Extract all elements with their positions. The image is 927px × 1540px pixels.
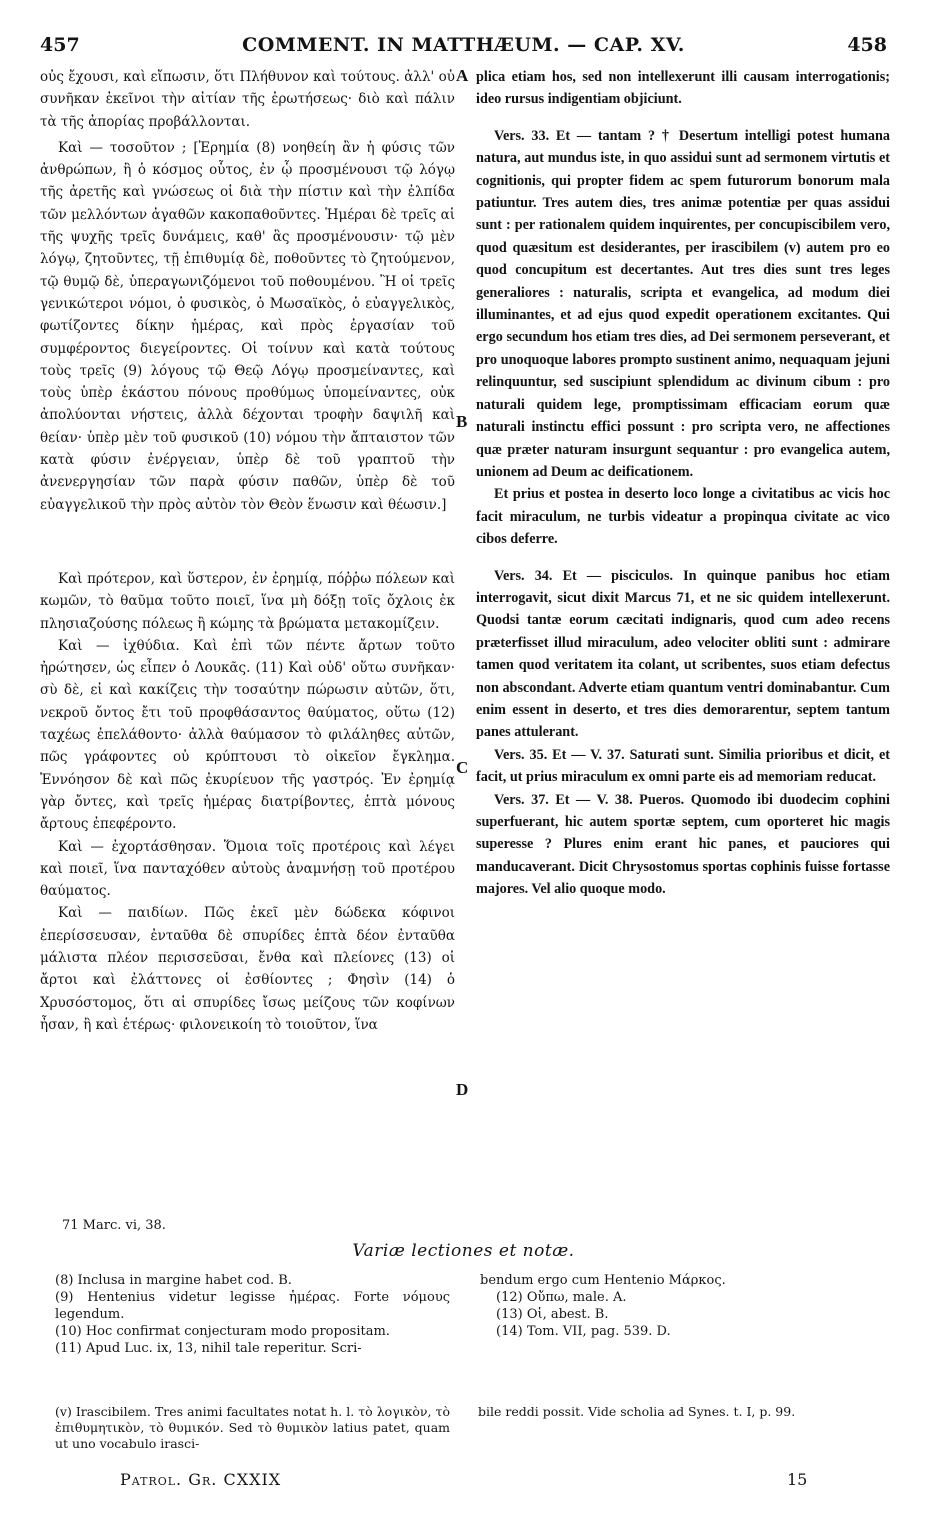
footer-signature: 15 <box>787 1470 808 1489</box>
greek-paragraph: Καὶ — ἰχθύδια. Καὶ ἐπὶ τῶν πέντε ἄρτων τοῦτο ἠρώτησεν, ὡς εἶπεν ὁ Λουκᾶς. (11) Καὶ οὐδ' οὕτω συνῆκαν· σὺ δὲ, εἰ καὶ κακίζεις τὴν τοσαύτην πώρωσιν αὐτῶν, ὅτι, νεκροῦ ὄντος ἔτι τοῦ προφθάσαντος θαύματος, οὕτω (12) ταχέως ἐπελάθοντο· ἀλλὰ θαύμασον τὸ φιλάληθες αὐτῶν, πῶς γράφοντες οὐ κρύπτουσι τὸ οἰκεῖον ἔγκλημα. Ἐννόησον δὲ καὶ πῶς ἐκυρίευον τῆς γαστρός. Ἐν ἐρημίᾳ γὰρ ὄντες, καὶ τρεῖς ἡμέρας διατρίβοντες, ἑπτὰ μόνους ἄρτους ἐπεφέροντο. <box>40 637 455 833</box>
margin-marker-c: C <box>456 758 469 777</box>
latin-column <box>476 66 890 901</box>
greek-paragraph: οὐς ἔχουσι, καὶ εἴπωσιν, ὅτι Πλήθυνον καὶ τούτους. ἀλλ' οὐ συνῆκαν ἐκεῖνοι τὴν αἰτίαν τῆς ἐρωτήσεως· διὸ καὶ πάλιν τὰ τῆς ἀπορίας προβάλλονται. <box>40 69 455 130</box>
variant-note: (9) Hentenius videtur legisse ἡμέρας. Forte νόμους legendum. <box>55 1290 450 1322</box>
editorial-note: (v) Irascibilem. Tres animi facultates notat h. l. τὸ λογικὸν, τὸ ἐπιθυμητικὸν, τὸ θυμικόν. Sed τὸ θυμικὸν latius patet, quam ut uno vocabulo irasci- <box>55 1404 450 1451</box>
page-footer <box>0 1470 927 1492</box>
variae-lectiones-title: Variæ lectiones et notæ. <box>352 1241 575 1261</box>
latin-paragraph: Vers. 33. Et — tantam ? † Desertum intelligi potest humana natura, aut mundus iste, in quo assidui sunt ad sermonem virtutis et cognitionis, qui propter fidem ac spem futurorum bonorum mala patiuntur. Tres autem dies, tres animæ potentiæ per quas assidui sunt : per rationalem quidem inquirentes, per concupiscibilem vero, quod quæsitum est desiderantes, per irascibilem (v) autem pro eo quod concupitum est decertantes. Aut tres dies sunt tres leges generaliores : naturalis, scripta et evangelica, ad modum diei illuminantes, et ad ejus quod expedit operationem excitantes. Qui ergo secundum hos etiam tres dies, ad Dei sermonem perseverant, et pro unoquoque labores prompto sustinent animo, nequaquam jejuni relinquuntur, sed suscipiunt splendidum ac divinum cibum : pro naturali quidem lege, promptissimam efficaciam eorum quæ naturali instinctu effici possunt : pro scripta vero, ne affectiones quæ præter naturam insurgunt sequantur : pro evangelica autem, unionem ad Deum ac deificationem. <box>476 127 890 480</box>
latin-paragraph: Et prius et postea in deserto loco longe a civitatibus ac vicis hoc facit miraculum, ne turbis videatur a propinqua civitate ac vico cibos deferre. <box>476 486 890 548</box>
greek-paragraph: Καὶ πρότερον, καὶ ὕστερον, ἐν ἐρημίᾳ, πόῤῥω πόλεων καὶ κωμῶν, τὸ θαῦμα τοῦτο ποιεῖ, ἵνα μὴ δόξῃ τοῖς ὄχλοις ἐκ πλησιαζούσης πόλεως ἢ κώμης τὰ βρώματα μετακομίζειν. <box>40 570 455 632</box>
greek-paragraph: Καὶ — παιδίων. Πῶς ἐκεῖ μὲν δώδεκα κόφινοι ἐπερίσσευσαν, ἐνταῦθα δὲ σπυρίδες ἑπτὰ δέον ἐνταῦθα μάλιστα πλέον περισσεῦσαι, ἔνθα καὶ πλείονες (13) οἱ ἄρτοι καὶ ἐλάττονες οἱ ἐσθίοντες ; Φησὶν (14) ὁ Χρυσόστομος, ὅτι αἱ σπυρίδες ἴσως μείζους τῶν κοφίνων ἦσαν, ἢ καὶ ἑτέρως· φιλονεικοίη τὸ τοιοῦτον, ἵνα <box>40 905 455 1033</box>
variant-note: (11) Apud Luc. ix, 13, nihil tale reperitur. Scri- <box>55 1341 362 1356</box>
editorial-note-right <box>478 1404 883 1420</box>
variae-right-column <box>480 1272 875 1340</box>
running-header <box>40 34 887 60</box>
variae-left-column <box>55 1272 450 1357</box>
variant-note: bendum ergo cum Hentenio Μάρκος. <box>480 1273 726 1288</box>
left-page-number: 457 <box>40 34 80 56</box>
greek-column <box>40 66 455 1036</box>
greek-paragraph: Καὶ — τοσοῦτον ; [Ἐρημία (8) νοηθείη ἂν ἡ φύσις τῶν ἀνθρώπων, ἢ ὁ κόσμος οὗτος, ἐν ᾧ προσμένουσι τῷ λόγῳ τῆς ἀρετῆς καὶ γνώσεως οἱ διὰ τὴν πίστιν καὶ τὴν ἐλπίδα τῶν μελλόντων ἀγαθῶν κακοπαθοῦντες. Ἡμέραι δὲ τρεῖς αἱ τῆς ψυχῆς τρεῖς δυνάμεις, καθ' ἃς προσμένουσιν· τῷ μὲν λόγῳ, ζητοῦντες, τῇ ἐπιθυμίᾳ δὲ, ποθοῦντες τὸ ζητούμενον, τῷ θυμῷ δὲ, ὑπεραγωνιζόμενοι τοῦ ποθουμένου. Ἢ οἱ τρεῖς γενικώτεροι νόμοι, ὁ φυσικὸς, ὁ Μωσαϊκὸς, ὁ εὐαγγελικὸς, φωτίζοντες δίκην ἡμέρας, καὶ πρὸς ἐργασίαν τοῦ συμφέροντος διεγείροντες. Οἱ τοίνυν καὶ κατὰ τούτους τοὺς τρεῖς (9) λόγους τῷ Θεῷ Λόγῳ προσμείναντες, καὶ τοὺς ὑπὲρ ἑκάστου πόνους προθύμως ὑπομείναντες, οὐκ ἀπολύονται νήστεις, ἀλλὰ δέχονται τροφὴν δαψιλῆ καὶ θείαν· ὑπὲρ μὲν τοῦ φυσικοῦ (10) νόμου τὴν ἄπταιστον τῶν κατὰ φύσιν ἐνέργειαν, ὑπὲρ δὲ τοῦ γραπτοῦ τὴν ἀνενεργησίαν τῶν παρὰ φύσιν παθῶν, ὑπὲρ δὲ τοῦ εὐαγγελικοῦ τὴν πρὸς αὐτὸν τὸν Θεὸν ἕνωσιν καὶ θέωσιν.] <box>40 139 455 513</box>
variant-note: (8) Inclusa in margine habet cod. B. <box>55 1273 292 1288</box>
latin-paragraph: Vers. 35. Et — V. 37. Saturati sunt. Similia prioribus et dicit, et facit, ut prius miraculum ex omni parte eis ad memoriam reducat. <box>476 746 890 786</box>
editorial-note-left <box>55 1404 450 1452</box>
right-page-number: 458 <box>847 34 887 56</box>
variant-note: (14) Tom. VII, pag. 539. D. <box>496 1324 671 1339</box>
margin-marker-b: B <box>456 412 468 431</box>
editorial-note: bile reddi possit. Vide scholia ad Synes. t. I, p. 99. <box>478 1404 796 1419</box>
latin-paragraph: Vers. 37. Et — V. 38. Pueros. Quomodo ibi duodecim cophini superfuerant, hic autem sportæ septem, cum oporteret hic magis superesse ? Plures enim erant hic panes, et pauciores qui manducaverant. Dicit Chrysostomus sportas cophinis fuisse fortasse majores. Vel alio quoque modo. <box>476 791 890 898</box>
variant-note: (12) Οὔπω, male. A. <box>496 1290 627 1305</box>
variant-note: (10) Hoc confirmat conjecturam modo propositam. <box>55 1324 390 1339</box>
margin-marker-a: A <box>456 66 469 85</box>
margin-marker-d: D <box>456 1080 469 1099</box>
running-title: COMMENT. IN MATTHÆUM. — CAP. XV. <box>242 34 685 56</box>
latin-paragraph: plica etiam hos, sed non intellexerunt illi causam interrogationis; ideo rursus indigentiam objiciunt. <box>476 69 890 108</box>
footnote-reference: 71 Marc. vi, 38. <box>62 1218 166 1233</box>
greek-paragraph: Καὶ — ἐχορτάσθησαν. Ὅμοια τοῖς προτέροις καὶ λέγει καὶ ποιεῖ, ἵνα πανταχόθεν αὐτοὺς ἀναμνήσῃ τοῦ προτέρου θαύματος. <box>40 838 455 900</box>
variant-note: (13) Οἱ, abest. B. <box>496 1307 609 1322</box>
latin-paragraph: Vers. 34. Et — pisciculos. In quinque panibus hoc etiam interrogavit, sicut dixit Marcus 71, et ne sic quidem intellexerunt. Quodsi tantæ eorum cæcitati indignaris, quod cum adeo recens præterfisset illud miraculum, adeo velociter obliti sunt : admirare tamen quod veritatem ita colant, ut scribentes, suos etiam defectus non abscondant. Adverte etiam quantum ventri dominabantur. Cum enim essent in deserto, et tres dies demorarentur, septem tantum panes attulerant. <box>476 567 890 741</box>
footer-series: Patrol. Gr. CXXIX <box>120 1470 282 1489</box>
